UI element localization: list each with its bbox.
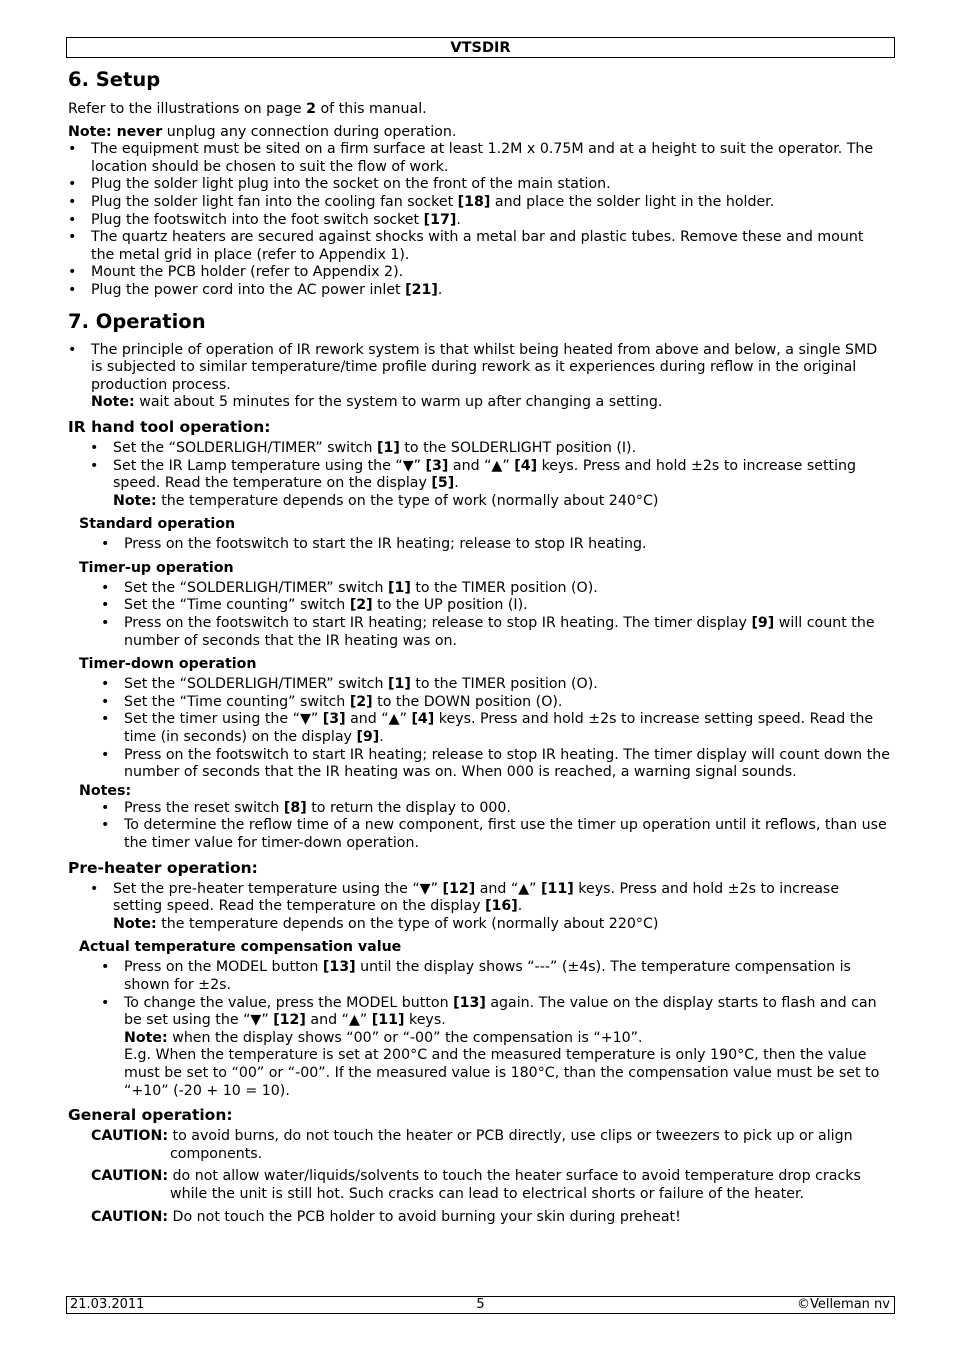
subheading-timer-up: Timer-up operation <box>79 559 234 576</box>
ir-tool-list <box>68 440 890 510</box>
list-item: • Set the pre-heater temperature using the “▼” [12] and “▲” [11] keys. Press and hold ±2s to increase setting speed. Read the temperature on the display [16]. Note: the temperature depends on the type of work (normally about 220°C) <box>68 881 890 934</box>
list-item: • Set the “SOLDERLIGH/TIMER” switch [1] to the SOLDERLIGHT position (I). <box>68 440 890 458</box>
list-item: • Set the IR Lamp temperature using the “▼” [3] and “▲” [4] keys. Press and hold ±2s to increase setting speed. Read the temperature on the display [5]. Note: the temperature depends on the type of work (normally about 240°C) <box>68 458 890 511</box>
timer-up-list <box>68 580 890 650</box>
list-item: • Set the “SOLDERLIGH/TIMER” switch [1] to the TIMER position (O). <box>68 580 890 598</box>
footer-page-number: 5 <box>476 1297 485 1312</box>
list-item: • Plug the power cord into the AC power inlet [21]. <box>68 282 890 300</box>
list-item: • The principle of operation of IR rework system is that whilst being heated from above and below, a single SMD is subjected to similar temperature/time profile during rework as it experiences during reflow in the original production process. Note: wait about 5 minutes for the system to warm up after changing a setting. <box>68 342 890 412</box>
compensation-list <box>68 959 890 1100</box>
caution-text: CAUTION: to avoid burns, do not touch the heater or PCB directly, use clips or tweezers to pick up or align components. <box>91 1128 853 1162</box>
standard-list <box>68 536 890 554</box>
setup-refer: Refer to the illustrations on page 2 of this manual. <box>68 101 427 117</box>
list-item: • Set the timer using the “▼” [3] and “▲” [4] keys. Press and hold ±2s to increase setting speed. Read the time (in seconds) on the display [9]. <box>68 711 890 746</box>
list-item: • Set the “SOLDERLIGH/TIMER” switch [1] to the TIMER position (O). <box>68 676 890 694</box>
caution-text: CAUTION: Do not touch the PCB holder to avoid burning your skin during preheat! <box>91 1208 681 1225</box>
footer-copyright: ©Velleman nv <box>796 1297 890 1312</box>
list-item: • Press on the footswitch to start the IR heating; release to stop IR heating. <box>68 536 890 554</box>
subheading-ir-hand-tool: IR hand tool operation: <box>68 417 271 436</box>
list-item: • To change the value, press the MODEL button [13] again. The value on the display starts to flash and can be set using the “▼” [12] and “▲” [11] keys. Note: when the display shows “00” or “-00” the compensation is “+10”. E.g. When the temperature is set at 200°C and the measured temperature is only 190°C, then the value must be set to “00” or “-00”. If the measured value is 180°C, than the compensation value must be set to “+10” (-20 + 10 = 10). <box>68 995 890 1101</box>
subheading-general-operation: General operation: <box>68 1106 233 1125</box>
list-item: • To determine the reflow time of a new component, first use the timer up operation until it reflows, than use the timer value for timer-down operation. <box>68 817 890 852</box>
document-code: VTSDIR <box>450 40 511 56</box>
list-item: • Press on the footswitch to start IR heating; release to stop IR heating. The timer display [9] will count the number of seconds that the IR heating was on. <box>68 615 890 650</box>
setup-list <box>68 141 890 299</box>
list-item: • The quartz heaters are secured against shocks with a metal bar and plastic tubes. Remove these and mount the metal grid in place (refer to Appendix 1). <box>68 229 890 264</box>
section-heading-operation: 7. Operation <box>68 309 206 333</box>
list-item: • The equipment must be sited on a firm surface at least 1.2M x 0.75M and at a height to suit the operator. The location should be chosen to suit the flow of work. <box>68 141 890 176</box>
notes-list <box>68 800 890 853</box>
subheading-notes: Notes: <box>79 782 132 799</box>
subheading-timer-down: Timer-down operation <box>79 656 257 673</box>
page-header <box>66 37 895 58</box>
list-item: • Set the “Time counting” switch [2] to the UP position (I). <box>68 597 890 615</box>
subheading-standard-operation: Standard operation <box>79 516 236 533</box>
operation-list <box>68 342 890 412</box>
subheading-temperature-compensation: Actual temperature compensation value <box>79 939 402 956</box>
timer-down-list <box>68 676 890 782</box>
list-item: • Plug the solder light fan into the cooling fan socket [18] and place the solder light in the holder. <box>68 194 890 212</box>
page-footer <box>66 1296 895 1314</box>
list-item: • Set the “Time counting” switch [2] to the DOWN position (O). <box>68 694 890 712</box>
footer-date: 21.03.2011 <box>70 1297 145 1312</box>
list-item: • Plug the footswitch into the foot switch socket [17]. <box>68 212 890 230</box>
list-item: • Mount the PCB holder (refer to Appendix 2). <box>68 264 890 282</box>
caution-text: CAUTION: do not allow water/liquids/solvents to touch the heater surface to avoid temperature drop cracks while the unit is still hot. Such cracks can lead to electrical shorts or failure of the heater. <box>91 1168 861 1202</box>
list-item: • Press on the footswitch to start IR heating; release to stop IR heating. The timer display will count down the number of seconds that the IR heating was on. When 000 is reached, a warning signal sounds. <box>68 747 890 782</box>
page-content <box>68 68 890 1226</box>
list-item: • Plug the solder light plug into the socket on the front of the main station. <box>68 176 890 194</box>
pre-heater-list <box>68 881 890 934</box>
section-heading-setup: 6. Setup <box>68 68 161 91</box>
list-item: • Press on the MODEL button [13] until the display shows “---” (±4s). The temperature compensation is shown for ±2s. <box>68 959 890 994</box>
subheading-pre-heater: Pre-heater operation: <box>68 858 258 877</box>
list-item: • Press the reset switch [8] to return the display to 000. <box>68 800 890 818</box>
setup-note: Note: never unplug any connection during operation. <box>68 123 457 140</box>
